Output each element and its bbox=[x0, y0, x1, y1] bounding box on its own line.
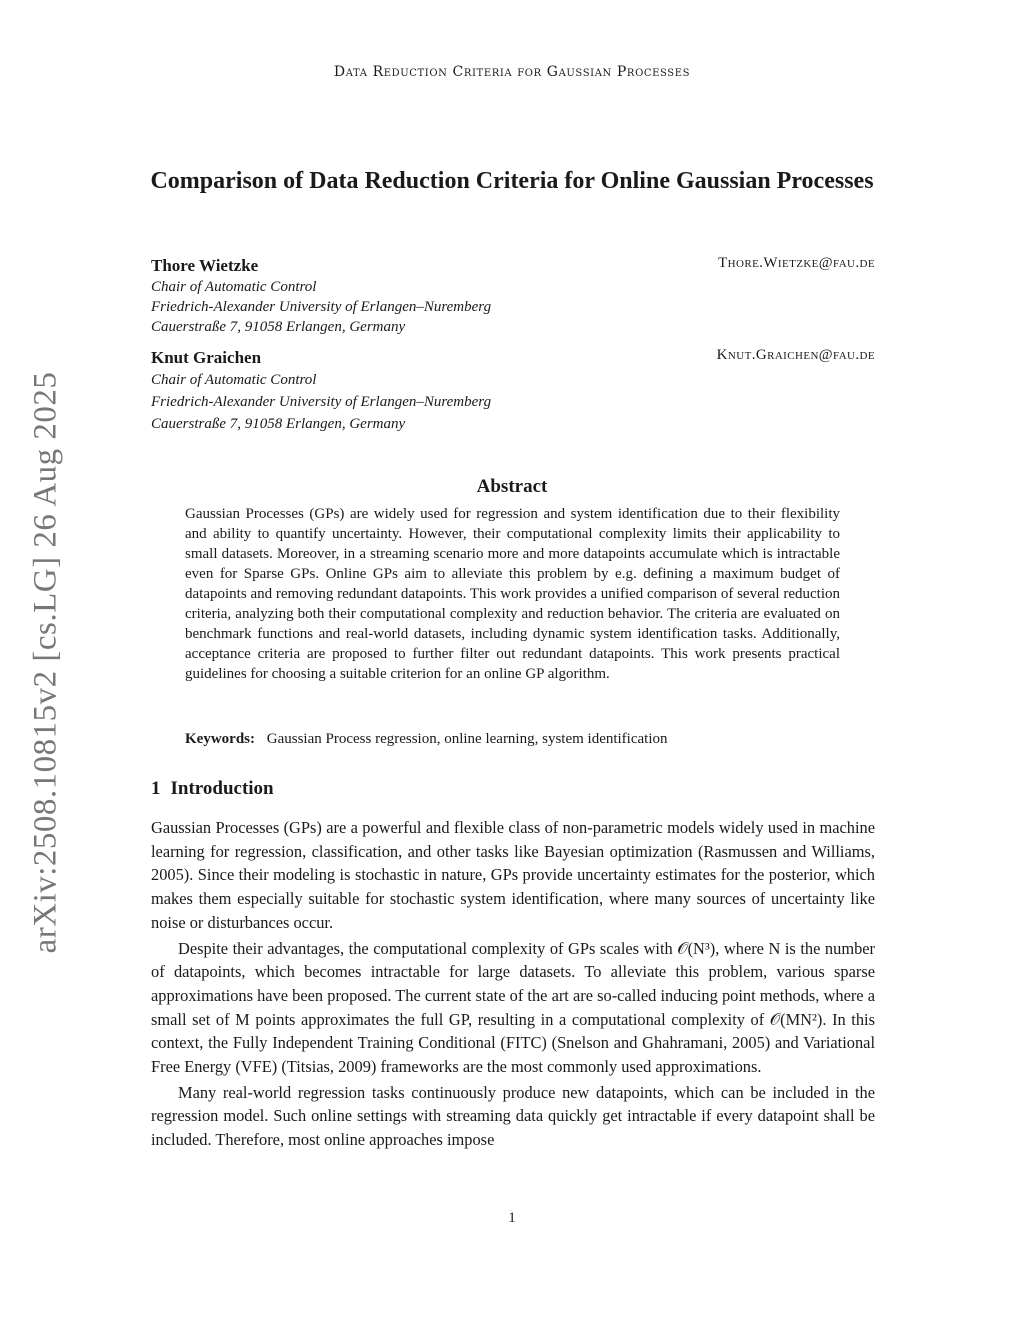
body-paragraph: Many real-world regression tasks continuously produce new datapoints, which can be included in the regression model. Such online settings with streaming data quickly get intractable if every datapoint shall be included. Therefore, most online approaches impose bbox=[151, 1082, 875, 1150]
author-email[interactable]: Thore.Wietzke@fau.de bbox=[718, 255, 875, 271]
section-title: Introduction bbox=[170, 778, 274, 799]
affiliation-line: Cauerstraße 7, 91058 Erlangen, Germany bbox=[151, 416, 406, 432]
arxiv-identifier-text: arXiv:2508.10815v2 [cs.LG] 26 Aug 2025 bbox=[27, 371, 64, 953]
author-email[interactable]: Knut.Graichen@fau.de bbox=[716, 347, 875, 363]
keywords bbox=[185, 729, 840, 749]
running-header: Data Reduction Criteria for Gaussian Processes bbox=[333, 64, 691, 80]
abstract-heading: Abstract bbox=[476, 476, 548, 497]
body-paragraph: Despite their advantages, the computational complexity of GPs scales with 𝒪(N³), where N is the number of datapoints, which becomes intractable for large datasets. To alleviate this problem, various sparse approximations have been proposed. The current state of the art are so-called inducing point methods, where a small set of M points approximates the full GP, resulting in a computational complexity of 𝒪(MN²). In this context, the Fully Independent Training Conditional (FITC) (Snelson and Ghahramani, 2005) and Variational Free Energy (VFE) (Titsias, 2009) frameworks are the most commonly used approximations. bbox=[151, 938, 875, 1077]
affiliation-line: Cauerstraße 7, 91058 Erlangen, Germany bbox=[151, 319, 406, 335]
author-name: Knut Graichen bbox=[151, 348, 262, 367]
affiliation-line: Chair of Automatic Control bbox=[151, 372, 317, 388]
keywords-list: Gaussian Process regression, online learning, system identification bbox=[266, 731, 668, 747]
affiliation-line: Friedrich-Alexander University of Erlangen–Nuremberg bbox=[151, 394, 492, 410]
section-number: 1 bbox=[151, 778, 161, 799]
author-block bbox=[151, 255, 875, 337]
affiliation-line: Chair of Automatic Control bbox=[151, 279, 317, 295]
author-block bbox=[151, 347, 875, 435]
keywords-label: Keywords: bbox=[185, 731, 255, 747]
body-paragraph: Gaussian Processes (GPs) are a powerful and flexible class of non-parametric models widely used in machine learning for regression, classification, and other tasks like Bayesian optimization (Rasmussen and Williams, 2005). Since their modeling is stochastic in nature, GPs provide uncertainty estimates for the posterior, which makes them especially suitable for stochastic system identification, where many sources of uncertainty like noise or disturbances occur. bbox=[151, 818, 875, 932]
section-heading bbox=[151, 778, 274, 800]
author-name: Thore Wietzke bbox=[151, 256, 259, 275]
page-number: 1 bbox=[508, 1210, 516, 1226]
affiliation-line: Friedrich-Alexander University of Erlangen–Nuremberg bbox=[151, 299, 492, 315]
abstract-text: Gaussian Processes (GPs) are widely used for regression and system identification due to their flexibility and ability to quantify uncertainty. However, their computational complexity limits their applicability to small datasets. Moreover, in a streaming scenario more and more datapoints accumulate which is intractable even for Sparse GPs. Online GPs aim to alleviate this problem by e.g. defining a maximum budget of datapoints and removing redundant datapoints. This work provides a unified comparison of several reduction criteria, analyzing both their computational complexity and reduction behavior. The criteria are evaluated on benchmark functions and real-world datasets, including dynamic system identification tasks. Additionally, acceptance criteria are proposed to further filter out redundant datapoints. This work presents practical guidelines for choosing a suitable criterion for an online GP algorithm. bbox=[185, 506, 840, 682]
paper-title: Comparison of Data Reduction Criteria for Online Gaussian Processes bbox=[150, 168, 874, 194]
section-body bbox=[151, 816, 875, 1152]
arxiv-identifier bbox=[28, 362, 64, 962]
